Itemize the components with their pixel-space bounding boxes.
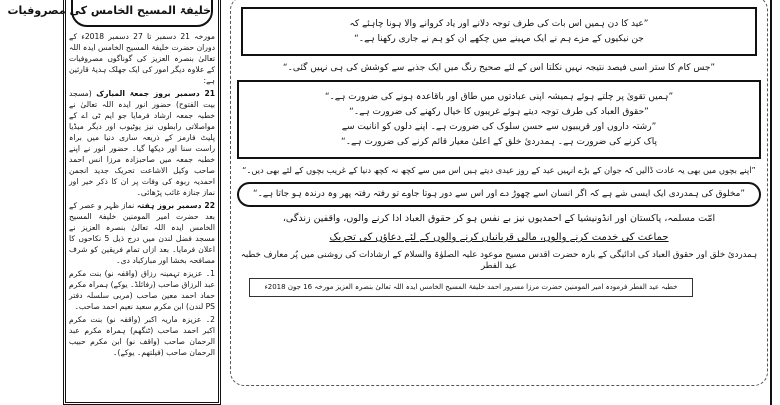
quote-2: ”جس کام کا ستر اسی فیصد نتیجہ نہیں نکلتا اس کے لئے صحیح رنگ میں ایک جذبے سے کوشش کی ہی نہیں گئی۔“ <box>282 63 716 73</box>
entry1-heading: 21 دسمبر بروز جمعۃ المبارک <box>96 89 216 98</box>
nikah-1: 1۔ عزیزہ تہمینہ رزاق (واقفہ نو) بنت مکرم عبد الرزاق صاحب (رفائلڈ۔ یوکے) ہمراہ مکرم حماد احمد معین صاحب (مربی سلسلہ دفتر PS لندن) ابن مکرم سعید نعیم احمد صاحب۔ <box>69 269 215 311</box>
entry2-text: نماز ظہر و عصر کے بعد حضرت امیر المومنین خلیفۃ المسیح الخامس ایدہ اللہ تعالیٰ بنصرہ العزیز نے مسجد فضل لندن میں درج ذیل 5 نکاحوں کا اعلان فرمایا۔ بعد ازاں تمام فریقین کو شرف مصافحہ بخشا اور مبارکباد دی۔ <box>69 201 215 265</box>
box2-line: پاک کرنے کی ضرورت ہے۔ ہمدردیٔ خلق کے اعلیٰ معیار قائم کرنے کی ضرورت ہے۔“ <box>341 137 657 147</box>
prayer-line-2: جماعت کی خدمت کرنے والوں، مالی قربانیاں کرنے والوں کے لئے دعاؤں کی تحریک <box>329 232 669 243</box>
quote-box-1 <box>241 7 757 56</box>
byline-box <box>249 278 693 297</box>
main-frame <box>230 0 768 386</box>
left-column-title: خلیفۃ المسیح الخامس کی مصروفیات <box>71 0 213 27</box>
intro-text: مورخہ 21 دسمبر تا 27 دسمبر 2018ء کے دوران حضرت خلیفۃ المسیح الخامس ایدہ اللہ تعالیٰ بنصرہ العزیز کی گوناگوں مصروفیات کے علاوہ دیگر امور کی ایک جھلک ہدیۂ قارئین ہے: <box>69 32 215 85</box>
nikah-2: 2۔ عزیزہ ماریہ اکبر (واقفہ نو) بنت مکرم اکبر احمد صاحب (ٹنگھم) ہمراہ مکرم عبد الرحمان صاحب (واقف نو) ابن مکرم حبیب الرحمان صاحب (فیلتھم۔ یوکے)۔ <box>69 315 215 357</box>
box1-line2: جن نیکیوں کے مزے ہم نے ایک مہینے میں چکھے ان کو ہم نے جاری رکھنا ہے۔“ <box>354 34 644 44</box>
box2-line: ”ہمیں تقویٰ پر چلتے ہوئے ہمیشہ اپنی عبادتوں میں طاق اور باقاعدہ ہونے کی ضرورت ہے۔“ <box>324 92 674 102</box>
right-divider <box>770 0 772 405</box>
left-column-body <box>69 31 215 358</box>
prayer-line-1: امّت مسلمہ، پاکستان اور انڈونیشیا کے احمدیوں نیز بے نفس ہو کر حقوق العباد ادا کرنے والوں، واقفین زندگی، <box>282 213 716 224</box>
sermon-summary: ہمدردیٔ خلق اور حقوق العباد کی ادائیگی کے بارہ حضرت اقدس مسیح موعود علیہ الصلوٰۃ والسلام کے ارشادات کی روشنی میں پُر معارف خطبہ عید الفطر <box>240 250 758 271</box>
left-column-frame <box>7 0 221 405</box>
oval-quote-box <box>237 182 761 207</box>
entry1-text: (مسجد بیت الفتوح) حضور انور ایدہ اللہ تعالیٰ نے خطبہ جمعہ ارشاد فرمایا جو ایم ٹی اے کے مواصلاتی رابطوں نیز یوٹیوب اور دیگر میڈیا پلیٹ فارمز کے ذریعہ ساری دنیا میں براہ راست سنا اور دیکھا گیا۔ حضور انور نے اپنے خطبہ جمعہ میں صاحبزادہ مرزا انس احمد صاحب وکیل الاشاعت تحریک جدید انجمن احمدیہ ربوہ کی وفات پر ان کا ذکر خیر اور نماز جنازہ غائب پڑھائی۔ <box>69 89 215 197</box>
byline: خطبہ عید الفطر فرمودہ امیر المومنین حضرت مرزا مسرور احمد خلیفۃ المسیح الخامس ایدہ اللہ تعالیٰ بنصرہ العزیز مورخہ 16 جون 2018ء <box>264 283 678 291</box>
entry2-heading: 22 دسمبر بروز ہفتہ <box>137 201 215 210</box>
box2-line: ”رشتہ داروں اور قریبیوں سے حسن سلوک کی ضرورت ہے۔ اپنے دلوں کو انانیت سے <box>341 122 657 132</box>
oval-quote: ”مخلوق کی ہمدردی ایک ایسی شے ہے کہ اگر انسان اسے چھوڑ دے اور اس سے دور ہوتا جاوے تو رفتہ رفتہ پھر وہ درندہ ہو جاتا ہے۔“ <box>253 189 745 199</box>
quote-box-2 <box>237 80 761 159</box>
quote-3: ”اپنے بچوں میں بھی یہ عادت ڈالیں کہ جوان کے بڑے انہیں عید کے روز عیدی دیتے ہیں اس میں سے کچھ نہ کچھ دنیا کے غریب بچوں کے لئے بھی دیں۔“ <box>242 165 756 175</box>
box2-line: ”حقوق العباد کی طرف توجہ دیتے ہوئے غریبوں کا خیال رکھنے کی ضرورت ہے۔“ <box>349 107 649 117</box>
box1-line1: ”عید کا دن ہمیں اس بات کی طرف توجہ دلانے اور یاد کروانے والا ہونا چاہئے کہ <box>349 19 649 29</box>
